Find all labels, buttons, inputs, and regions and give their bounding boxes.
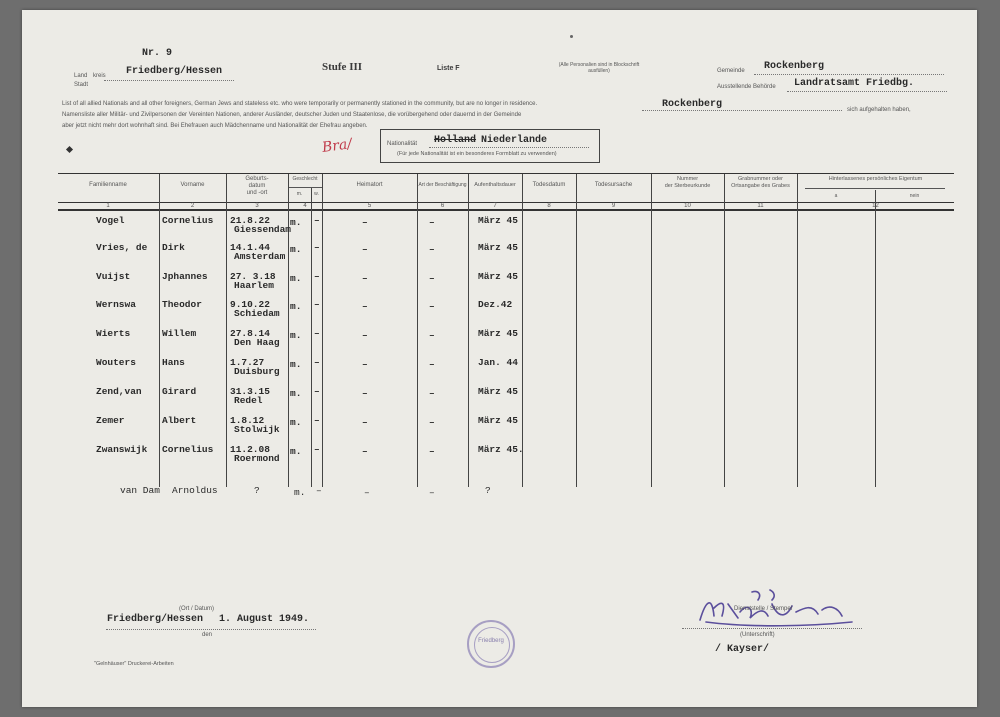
cell-occupation: – [429, 446, 435, 457]
cell-dash: – [314, 444, 320, 455]
cell-home: – [362, 417, 368, 428]
cell-birth-place: Duisburg [234, 366, 280, 377]
stufe-label: Stufe III [322, 61, 363, 73]
cell-firstname: Willem [162, 328, 197, 339]
cell-firstname: Jphannes [162, 271, 208, 282]
extra-dash: – [316, 485, 322, 496]
col-number: 4 [303, 203, 307, 209]
cell-dash: – [314, 328, 320, 339]
cell-surname: Wierts [96, 328, 131, 339]
behoerde-value: Landratsamt Friedbg. [794, 78, 915, 89]
col-divider [651, 174, 652, 487]
cell-home: – [362, 301, 368, 312]
cell-occupation: – [429, 244, 435, 255]
cell-stay: März 45 [478, 215, 518, 226]
cell-surname: Vries, de [96, 242, 148, 253]
cell-home: – [362, 330, 368, 341]
cell-sex: m. [290, 217, 302, 228]
handwritten-mark: Bra/ [321, 135, 354, 157]
cell-dash: – [314, 299, 320, 310]
cell-birth-date: 1.7.27 [230, 357, 265, 368]
cell-home: – [362, 244, 368, 255]
cell-birth-place: Amsterdam [234, 251, 286, 262]
col-header-beschaeftigung: Art der Beschäftigung [418, 182, 467, 188]
behoerde-underline [787, 91, 947, 92]
col-number: 10 [684, 203, 691, 209]
gemeinde-underline [754, 74, 944, 75]
cell-birth-place: Roermond [234, 453, 280, 464]
sig-sub-label: (Unterschrift) [740, 632, 775, 638]
footer-place: Friedberg/Hessen [107, 614, 204, 625]
table-top-line [58, 173, 954, 174]
kreis-value: Friedberg/Hessen [126, 66, 223, 77]
list-number: Nr. 9 [142, 48, 173, 59]
col-divider [724, 174, 725, 487]
cell-occupation: – [429, 359, 435, 370]
signer-name: / Kayser/ [715, 644, 770, 655]
cell-surname: Zwanswijk [96, 444, 148, 455]
cell-surname: Zemer [96, 415, 125, 426]
extra-home: – [364, 487, 370, 498]
cell-stay: März 45 [478, 271, 518, 282]
col-divider [468, 174, 469, 487]
cell-sex: m. [290, 417, 302, 428]
col-header-aufenthalt: Aufenthaltsdauer [474, 182, 516, 188]
col-header-grab: Grabnummer oder Ortsangabe des Grabes [731, 176, 790, 189]
cell-stay: Dez.42 [478, 299, 513, 310]
nationality-note: (Für jede Nationalität ist ein besonderes Formblatt zu verwenden) [397, 151, 557, 157]
cell-birth-date: 14.1.44 [230, 242, 270, 253]
extra-stay: ? [485, 485, 491, 496]
stadt-label: Stadt [74, 82, 89, 88]
sex-subline [289, 187, 322, 188]
nationality-value: Niederlande [481, 135, 548, 146]
official-seal [467, 620, 515, 668]
col-number: 1 [106, 203, 110, 209]
col-number: 7 [493, 203, 497, 209]
nationality-label: Nationalität [387, 141, 418, 147]
signature-line [682, 628, 862, 629]
col-header-eigentum: Hinterlassenes persönliches Eigentum [828, 176, 923, 182]
paragraph-line-1: List of all allied Nationals and all other foreigners, German Jews and stateless etc. who were temporarily or permanently stationed in the community, but are no longer in residence. [62, 101, 538, 107]
col-number: 11 [757, 203, 764, 209]
instruction-note: (Alle Personalien sind in Blockschrift ausfüllen) [558, 62, 640, 74]
nationality-struck: Holland [434, 135, 477, 146]
cell-firstname: Hans [162, 357, 185, 368]
col-header-ja: a [834, 193, 838, 199]
cell-birth-place: Giessendam [234, 224, 292, 235]
cell-surname: Wernswa [96, 299, 136, 310]
col-divider [797, 174, 798, 487]
col-header-sterbeurkunde: Nummer der Sterbeurkunde [664, 176, 711, 189]
cell-dash: – [314, 357, 320, 368]
liste-label: Liste F [437, 65, 460, 72]
cell-firstname: Albert [162, 415, 197, 426]
extra-firstname: Arnoldus [172, 485, 218, 496]
seal-text: Friedberg [478, 638, 504, 644]
cell-occupation: – [429, 301, 435, 312]
col-number: 9 [611, 203, 616, 209]
cell-stay: März 45. [478, 444, 524, 455]
cell-dash: – [314, 271, 320, 282]
cell-surname: Wouters [96, 357, 136, 368]
cell-birth-place: Haarlem [234, 280, 274, 291]
cell-dash: – [314, 386, 320, 397]
cell-occupation: – [429, 217, 435, 228]
cell-sex: m. [290, 446, 302, 457]
cell-surname: Zend,van [96, 386, 142, 397]
cell-home: – [362, 359, 368, 370]
extra-birth: ? [254, 485, 260, 496]
col-header-geburt: Geburts- datum und -ort [245, 176, 269, 196]
col-header-nein: nein [909, 193, 920, 199]
cell-stay: März 45 [478, 328, 518, 339]
cell-sex: m. [290, 244, 302, 255]
cell-firstname: Theodor [162, 299, 202, 310]
behoerde-label: Ausstellende Behörde [717, 84, 776, 90]
cell-stay: Jan. 44 [478, 357, 518, 368]
col-divider [226, 174, 227, 487]
cell-birth-date: 11.2.08 [230, 444, 270, 455]
gemeinde-label: Gemeinde [717, 68, 745, 74]
cell-sex: m. [290, 273, 302, 284]
cell-stay: März 45 [478, 386, 518, 397]
cell-sex: m. [290, 330, 302, 341]
paragraph-line-2: Namensliste aller Militär- und Zivilpersonen der Vereinten Nationen, anderer Ausländer, deutscher Juden und Staatenlose, die vorübergehend oder dauernd in der Gemeinde [62, 112, 522, 118]
cell-occupation: – [429, 330, 435, 341]
col-header-vorname: Vorname [180, 182, 205, 188]
dot-mark [570, 35, 573, 38]
col-divider [875, 190, 876, 487]
cell-firstname: Girard [162, 386, 197, 397]
col-divider [417, 174, 418, 487]
col-number: 5 [367, 203, 372, 209]
place-underline [642, 110, 842, 111]
cell-stay: März 45 [478, 242, 518, 253]
extra-occupation: – [429, 487, 435, 498]
cell-surname: Vogel [96, 215, 125, 226]
cell-birth-place: Redel [234, 395, 263, 406]
cell-birth-date: 1.8.12 [230, 415, 265, 426]
kreis-underline [104, 80, 234, 81]
cell-home: – [362, 273, 368, 284]
cell-firstname: Dirk [162, 242, 185, 253]
cell-surname: Vuijst [96, 271, 131, 282]
document-page [22, 10, 977, 707]
cell-firstname: Cornelius [162, 215, 214, 226]
col-header-familienname: Familienname [89, 182, 127, 188]
cell-birth-place: Stolwijk [234, 424, 280, 435]
cell-birth-date: 27. 3.18 [230, 271, 276, 282]
kreis-label: kreis [93, 73, 106, 79]
cell-sex: m. [290, 388, 302, 399]
cell-dash: – [314, 415, 320, 426]
cell-home: – [362, 446, 368, 457]
footer-date: 1. August 1949. [219, 614, 310, 625]
table-num-line [58, 209, 954, 211]
col-header-heimatort: Heimatort [356, 182, 383, 188]
land-label: Land [74, 73, 88, 79]
cell-occupation: – [429, 388, 435, 399]
col-number: 8 [547, 203, 551, 209]
col-number: 2 [190, 203, 195, 209]
col-header-w: w. [314, 191, 319, 197]
paragraph-line-3: aber jetzt nicht mehr dort wohnhaft sind. Bei Ehefrauen auch Mädchenname und Nationalität der Ehefrau angeben. [62, 123, 368, 129]
cell-occupation: – [429, 273, 435, 284]
nationality-underline [429, 147, 589, 148]
col-header-geschlecht: Geschlecht [292, 176, 318, 182]
cell-birth-date: 31.3.15 [230, 386, 270, 397]
col-header-m: m. [296, 191, 303, 197]
nationality-box [380, 129, 600, 163]
col-number: 3 [255, 203, 259, 209]
cell-occupation: – [429, 417, 435, 428]
cell-home: – [362, 388, 368, 399]
date-underline [106, 629, 316, 630]
printer-note: "Gelnhäuser" Druckerei-Arbeiten [94, 661, 174, 667]
cell-birth-date: 21.8.22 [230, 215, 270, 226]
cell-birth-date: 9.10.22 [230, 299, 270, 310]
col-number: 6 [440, 203, 445, 209]
col-divider [322, 174, 323, 487]
cell-home: – [362, 217, 368, 228]
place-suffix: sich aufgehalten haben, [847, 107, 911, 113]
date-label: (Ort / Datum) [179, 606, 215, 612]
col-divider [522, 174, 523, 487]
cell-stay: März 45 [478, 415, 518, 426]
col-divider [288, 174, 289, 487]
extra-sex: m. [294, 487, 306, 498]
cell-sex: m. [290, 359, 302, 370]
signature-label: Dienststelle / Stempel [734, 606, 793, 612]
cell-firstname: Cornelius [162, 444, 214, 455]
cell-dash: – [314, 215, 320, 226]
cell-birth-date: 27.8.14 [230, 328, 270, 339]
punch-mark [66, 146, 73, 153]
extra-surname: van Dam [120, 485, 160, 496]
cell-sex: m. [290, 301, 302, 312]
col-divider [576, 174, 577, 487]
cell-birth-place: Den Haag [234, 337, 280, 348]
gemeinde-value: Rockenberg [764, 61, 825, 72]
col-divider [311, 188, 312, 487]
place-value: Rockenberg [662, 99, 723, 110]
cell-birth-place: Schiedam [234, 308, 280, 319]
den-label: den [202, 632, 213, 638]
col-header-todesursache: Todesursache [594, 182, 633, 188]
eigentum-subline [805, 188, 945, 189]
col-number: 12 [872, 203, 879, 209]
col-header-todesdatum: Todesdatum [532, 182, 566, 188]
col-divider [159, 174, 160, 487]
cell-dash: – [314, 242, 320, 253]
